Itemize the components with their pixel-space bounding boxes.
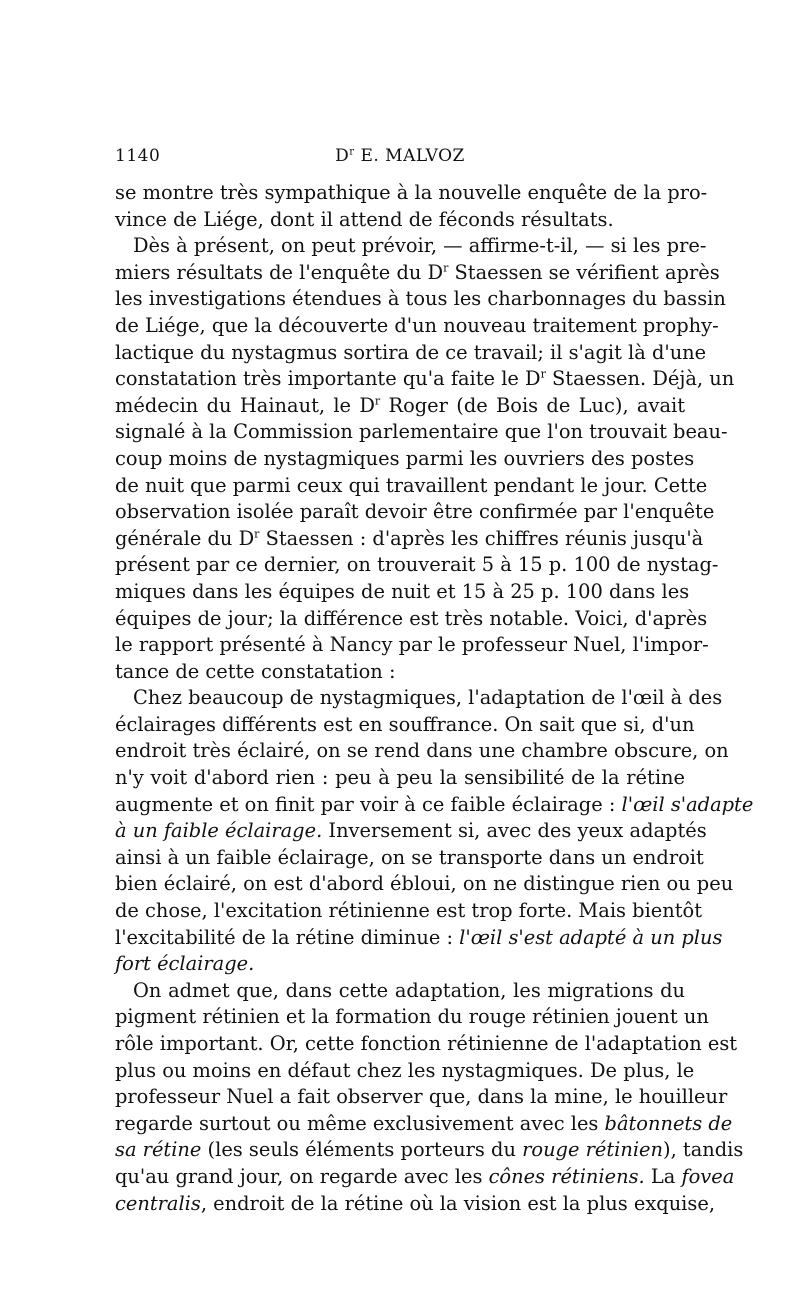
italic-text: cônes rétiniens. (488, 1164, 645, 1188)
text-line: lactique du nystagmus sortira de ce travail; il s'agit là d'une (115, 340, 707, 364)
text-line: professeur Nuel a fait observer que, dans la mine, le houilleur (115, 1085, 728, 1109)
text-line: se montre très sympathique à la nouvelle enquête de la pro- (115, 181, 708, 204)
text-segment: Staessen : d'après les chiffres réunis jusqu'à (259, 526, 704, 550)
text-line (115, 1191, 715, 1218)
italic-text: centralis (115, 1191, 201, 1215)
text-line: de Liége, que la découverte d'un nouveau traitement prophy- (115, 313, 719, 337)
text-line: pigment rétinien et la formation du rouge rétinien jouent un (115, 1005, 709, 1029)
text-segment: l'excitabilité de la rétine diminue : (115, 925, 460, 949)
text-line: les investigations étendues à tous les charbonnages du bassin (115, 287, 726, 311)
text-segment: augmente et on finit par voir à ce faible éclairage : (115, 792, 622, 816)
text-line (115, 366, 735, 393)
text-segment: constatation très importante qu'a faite le D (115, 367, 541, 391)
superscript: r (374, 394, 381, 408)
text-segment: ), tandis (663, 1138, 744, 1162)
text-line: le rapport présenté à Nancy par le professeur Nuel, l'impor- (115, 633, 709, 657)
superscript: r (254, 527, 260, 541)
text-line (115, 951, 685, 978)
text-line: miques dans les équipes de nuit et 15 à 25 p. 100 dans les (115, 579, 690, 603)
text-line: signalé à la Commission parlementaire que l'on trouvait beau- (115, 420, 728, 444)
text-segment: médecin du Hainaut, le D (115, 393, 375, 417)
text-segment: La (644, 1164, 682, 1188)
text-line (115, 393, 685, 420)
text-line (115, 1164, 735, 1191)
text-line: endroit très éclairé, on se rend dans une chambre obscure, on (115, 739, 729, 763)
text-line (115, 925, 723, 952)
text-segment: miers résultats de l'enquête du D (115, 260, 444, 284)
text-line: coup moins de nystagmiques parmi les ouvriers des postes (115, 446, 695, 470)
text-line (115, 1137, 744, 1164)
italic-text: l'œil s'adapte (621, 792, 754, 816)
superscript: r (540, 367, 546, 381)
text-line: ainsi à un faible éclairage, on se transporte dans un endroit (115, 845, 704, 869)
text-segment: Inversement si, avec des yeux adaptés (322, 819, 707, 843)
body-text (115, 180, 754, 1217)
text-line (115, 1111, 733, 1138)
text-segment: Staessen se vérifient après (448, 260, 720, 284)
running-head-superscript: r (349, 146, 355, 158)
text-line: observation isolée paraît devoir être confirmée par l'enquête (115, 500, 715, 524)
text-line: On admet que, dans cette adaptation, les migrations du (133, 978, 685, 1002)
text-line: tance de cette constatation : (115, 659, 396, 683)
text-line: n'y voit d'abord rien : peu à peu la sensibilité de la rétine (115, 766, 685, 790)
page-number: 1140 (115, 146, 161, 166)
text-line: de nuit que parmi ceux qui travaillent pendant le jour. Cette (115, 473, 708, 497)
italic-text: à un faible éclairage. (115, 819, 323, 843)
text-segment: Staessen. Déjà, un (545, 367, 735, 391)
text-line (115, 792, 754, 819)
text-line: vince de Liége, dont il attend de féconds résultats. (115, 207, 614, 231)
text-line: présent par ce dernier, on trouverait 5 à 15 p. 100 de nystag- (115, 553, 719, 577)
superscript: r (443, 261, 449, 275)
text-line (115, 818, 707, 845)
running-head-prefix: D (335, 146, 350, 166)
text-segment: qu'au grand jour, on regarde avec les (115, 1164, 489, 1188)
text-line: Chez beaucoup de nystagmiques, l'adaptation de l'œil à des (133, 686, 723, 710)
text-segment: générale du D (115, 526, 255, 550)
italic-text: bâtonnets de (604, 1111, 733, 1135)
text-line: éclairages différents est en souffrance. On sait que si, d'un (115, 712, 695, 736)
text-segment: Roger (de Bois de Luc), avait (380, 393, 686, 417)
text-line: de chose, l'excitation rétinienne est trop forte. Mais bientôt (115, 899, 703, 923)
italic-text: rouge rétinien (522, 1138, 664, 1162)
text-segment: regarde surtout ou même exclusivement avec les (115, 1111, 605, 1135)
text-segment: , endroit de la rétine où la vision est la plus exquise, (200, 1191, 715, 1215)
italic-text: fovea (681, 1164, 735, 1188)
text-line: rôle important. Or, cette fonction rétinienne de l'adaptation est (115, 1032, 738, 1055)
page-header (115, 146, 685, 176)
text-line: plus ou moins en défaut chez les nystagmiques. De plus, le (115, 1058, 695, 1082)
running-head-author: E. MALVOZ (354, 146, 465, 166)
running-head (115, 146, 685, 166)
italic-text: fort éclairage. (115, 952, 255, 976)
italic-text: l'œil s'est adapté à un plus (459, 925, 723, 949)
text-line: Dès à présent, on peut prévoir, — affirme-t-il, — si les pre- (133, 234, 707, 258)
italic-text: sa rétine (115, 1138, 202, 1162)
text-line (115, 260, 720, 287)
text-line (115, 526, 704, 553)
text-line: équipes de jour; la différence est très notable. Voici, d'après (115, 606, 708, 630)
text-segment: (les seuls éléments porteurs du (201, 1138, 523, 1162)
text-line: bien éclairé, on est d'abord ébloui, on ne distingue rien ou peu (115, 872, 734, 896)
